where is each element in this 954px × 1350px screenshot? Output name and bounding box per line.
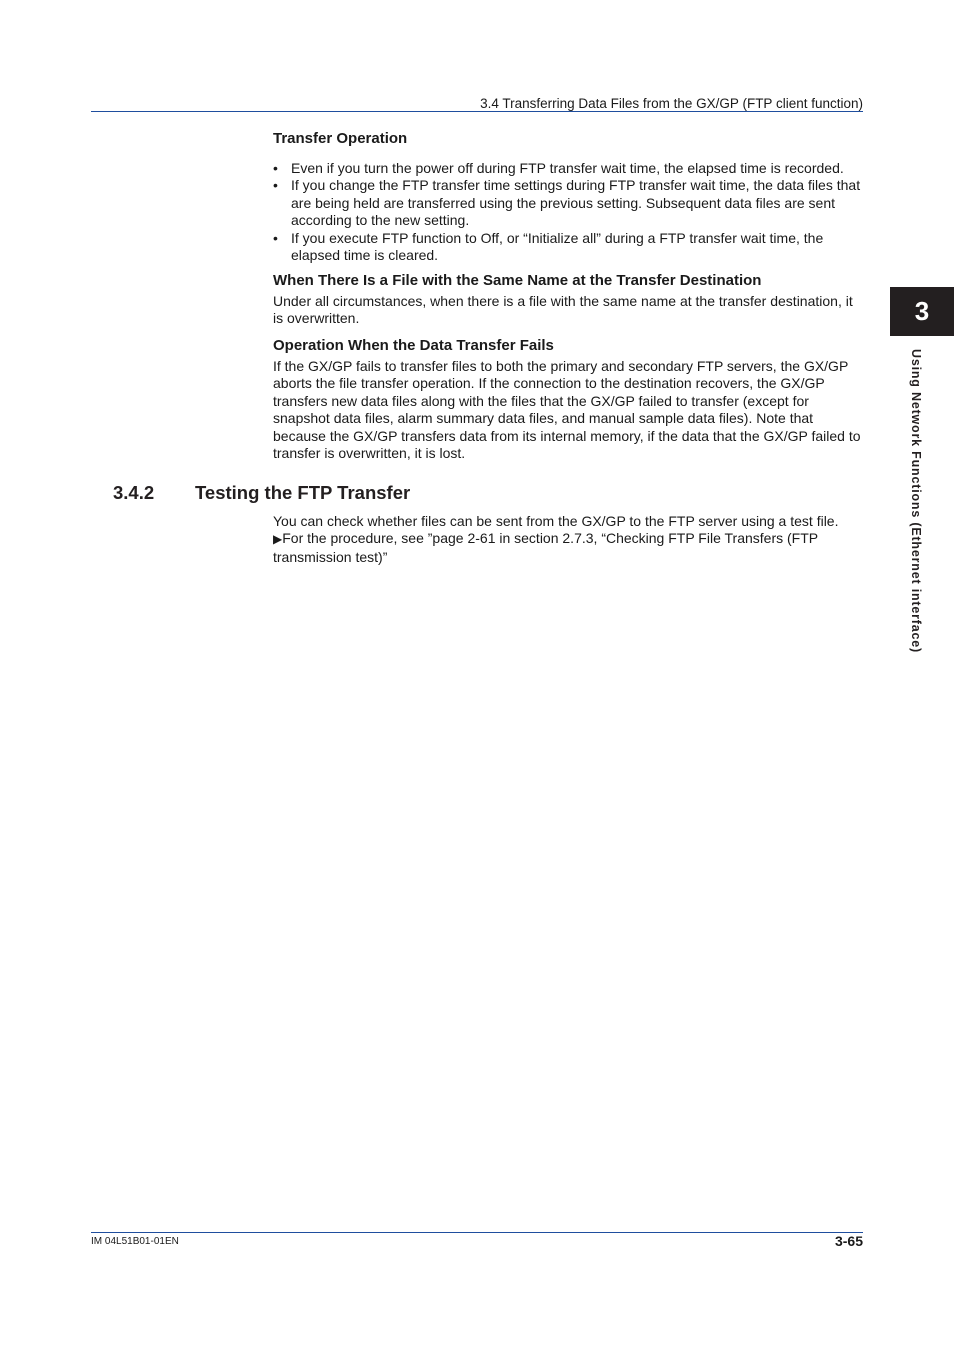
transfer-operation-heading: Transfer Operation [273, 130, 408, 147]
header-rule [91, 111, 863, 112]
transfer-fails-heading: Operation When the Data Transfer Fails [273, 337, 554, 354]
testing-ftp-section [273, 513, 865, 566]
transfer-fails-body: If the GX/GP fails to transfer files to both the primary and secondary FTP servers, the GX/GP aborts the file transfer operation. If the connection to the destination recovers, the GX/GP transfers new data files along with the files that the GX/GP failed to transfer (except for snapshot data files, alarm summary data files, and manual sample data files). Note that because the GX/GP transfers data from its internal memory, if the data that the GX/GP failed to transfer is overwritten, it is lost. [273, 358, 861, 462]
chapter-side-label: Using Network Functions (Ethernet interface) [909, 349, 923, 653]
testing-ftp-body: You can check whether files can be sent from the GX/GP to the FTP server using a test file. [273, 513, 839, 529]
section-heading [113, 482, 410, 504]
chapter-tab [890, 287, 954, 336]
section-title: Testing the FTP Transfer [195, 482, 411, 503]
footer-rule [91, 1232, 863, 1233]
page-number: 3-65 [834, 1233, 863, 1249]
list-item: • If you execute FTP function to Off, or “Initialize all” during a FTP transfer wait time, the elapsed time is cleared. [273, 230, 865, 265]
section-number: 3.4.2 [113, 482, 155, 503]
same-name-section [273, 272, 865, 328]
running-title: 3.4 Transferring Data Files from the GX/GP (FTP client function) [480, 96, 863, 111]
chapter-number: 3 [914, 296, 930, 326]
procedure-reference[interactable] [273, 530, 865, 566]
same-name-heading: When There Is a File with the Same Name at the Transfer Destination [273, 272, 762, 289]
procedure-reference-text: For the procedure, see ”page 2-61 in section 2.7.3, “Checking FTP File Transfers (FTP transmission test)” [273, 530, 818, 565]
transfer-operation-list [273, 160, 865, 264]
transfer-fails-section [273, 337, 865, 462]
list-item: • If you change the FTP transfer time settings during FTP transfer wait time, the data files that are being held are transferred using the previous setting. Subsequent data files are sent according to the new setting. [273, 177, 865, 229]
same-name-body: Under all circumstances, when there is a file with the same name at the transfer destination, it is overwritten. [273, 293, 853, 327]
list-item: • Even if you turn the power off during FTP transfer wait time, the elapsed time is recorded. [273, 160, 865, 177]
triangle-right-icon: ▶ [273, 532, 283, 547]
transfer-operation-section [273, 130, 865, 264]
document-id: IM 04L51B01-01EN [91, 1236, 179, 1247]
